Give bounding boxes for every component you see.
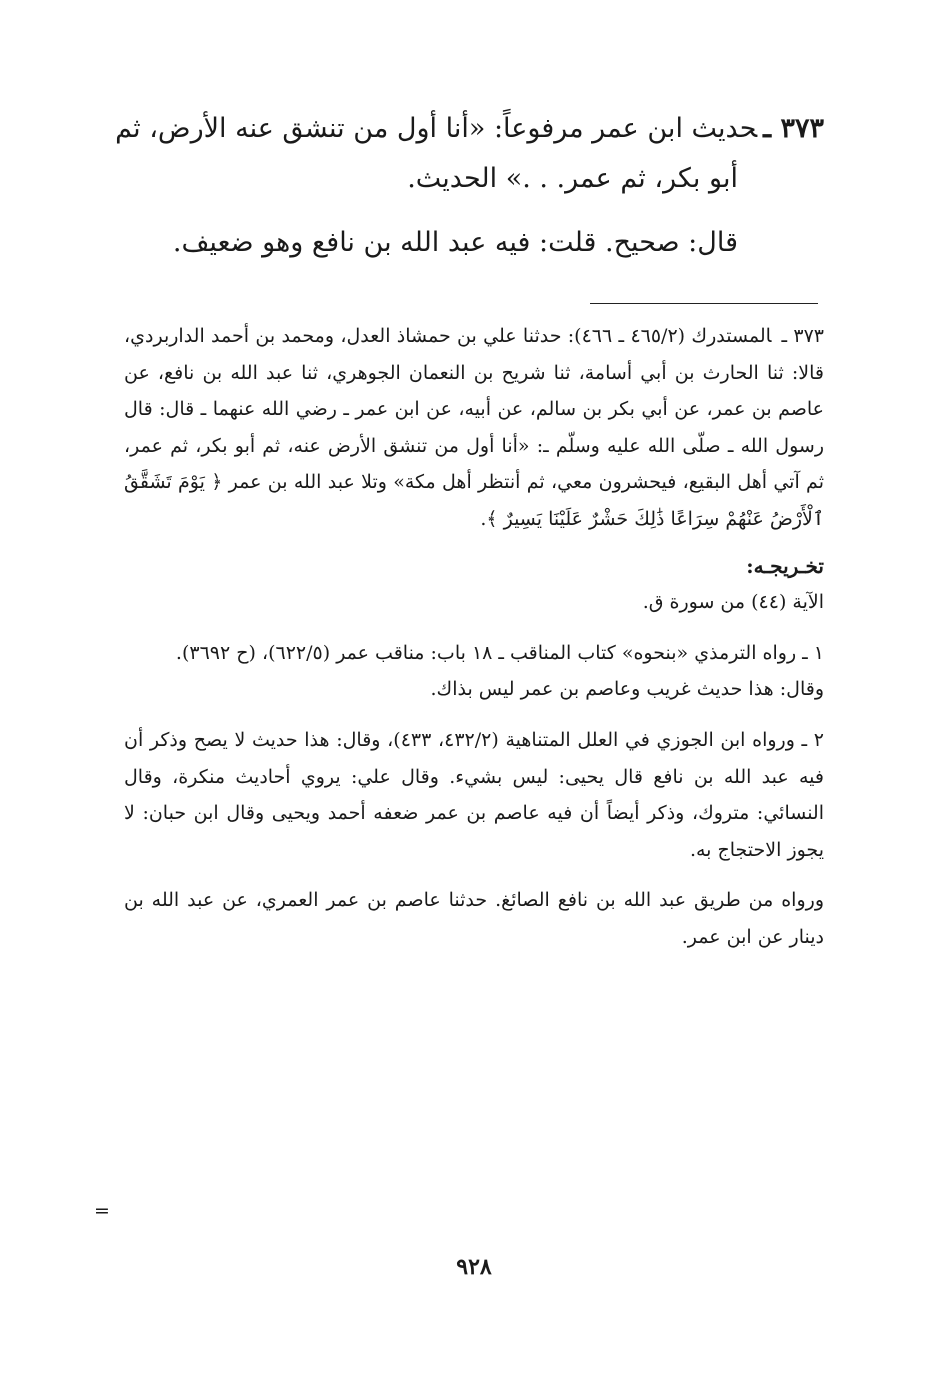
footnotes xyxy=(124,318,824,956)
hadith-verdict: قال: صحيح. قلت: فيه عبد الله بن نافع وهو ضعيف. xyxy=(172,227,738,258)
hadith-text-line2: أبو بكر، ثم عمر. . .» الحديث. xyxy=(407,163,738,194)
main-hadith xyxy=(114,104,824,268)
takhrij-verse-line: الآية (٤٤) من سورة ق. xyxy=(642,591,824,614)
page-number: ٩٢٨ xyxy=(456,1254,492,1280)
takhrij-item-3: ورواه من طريق عبد الله بن نافع الصائغ. حدثنا عاصم بن عمر العمري، عن عبد الله بن دينار عن ابن عمر. xyxy=(124,889,824,948)
main-hadith-line1 xyxy=(114,104,824,154)
takhrij-heading: تخـريجـه: xyxy=(746,553,824,578)
footnote-divider xyxy=(590,303,818,304)
continuation-mark: = xyxy=(94,1200,110,1222)
footnote-number: ٣٧٣ ـ xyxy=(781,325,824,347)
hadith-text-line1: حديث ابن عمر مرفوعاً: «أنا أول من تنشق عنه الأرض، ثم xyxy=(115,113,758,144)
hadith-number: ٣٧٣ ـ xyxy=(763,113,824,144)
takhrij-item-2: ٢ ـ ورواه ابن الجوزي في العلل المتناهية (٤٣٢/٢، ٤٣٣)، وقال: هذا حديث لا يصح وذكر أن فيه عبد الله بن نافع قال يحيى: ليس بشيء. وقال علي: يروي أحاديث منكرة، وقال النسائي: متروك، وذكر أيضاً أن فيه عاصم بن عمر ضعفه أحمد ويحيى وقال ابن حبان: لا يجوز الاحتجاج به. xyxy=(124,728,825,861)
footnote-source-paragraph xyxy=(124,318,824,538)
takhrij-item-1-comment: وقال: هذا حديث غريب وعاصم بن عمر ليس بذاك. xyxy=(430,678,824,701)
takhrij-item-1: ١ ـ رواه الترمذي «بنحوه» كتاب المناقب ـ ١٨ باب: مناقب عمر (٦٢٢/٥)، (ح ٣٦٩٢). xyxy=(175,641,824,664)
footnote-source-text: المستدرك (٤٦٥/٢ ـ ٤٦٦): حدثنا علي بن حمشاذ العدل، ومحمد بن أحمد الداربردي، قالا: ثنا الحارث بن أبي أسامة، ثنا شريح بن النعمان الجوهري، ثنا عبد الله بن نافع، عن عاصم بن عمر، عن أبي بكر بن سالم، عن أبيه، عن ابن عمر ـ رضي الله عنهما ـ قال: قال رسول الله ـ صلّى الله عليه وسلّم ـ: «أنا أول من تنشق الأرض عنه، ثم أبو بكر، ثم عمر، ثم آتي أهل البقيع، فيحشرون معي، ثم أنتظر أهل مكة» وتلا عبد الله بن عمر ﴿ يَوْمَ تَشَقَّقُ ٱلْأَرْضُ عَنْهُمْ سِرَاعًا ذَٰلِكَ حَشْرٌ عَلَيْنَا يَسِيرٌ ﴾. xyxy=(124,325,824,530)
